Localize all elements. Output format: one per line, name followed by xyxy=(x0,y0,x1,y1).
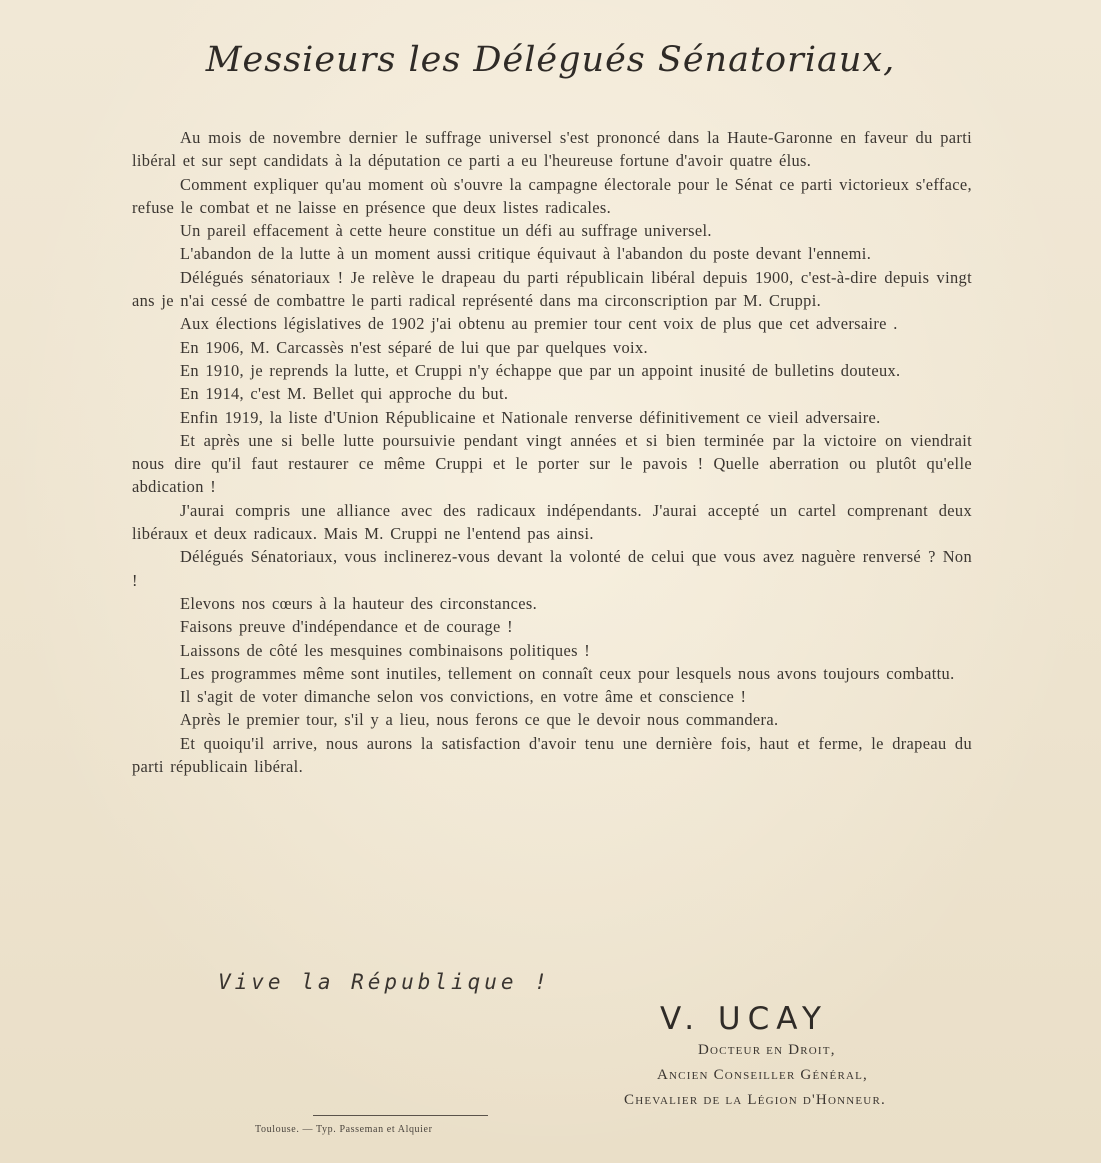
paragraph: En 1906, M. Carcassès n'est séparé de lui que par quelques voix. xyxy=(180,337,648,357)
paragraph: Elevons nos cœurs à la hauteur des circonstances. xyxy=(180,593,538,613)
signature-name: V. UCAY xyxy=(660,1001,828,1037)
document-title: Messieurs les Délégués Sénatoriaux, xyxy=(205,40,896,80)
paragraph: Délégués Sénatoriaux, vous inclinerez-vous devant la volonté de celui que vous avez naguère renversé ? Non ! xyxy=(132,547,972,590)
paragraph: Et quoiqu'il arrive, nous aurons la satisfaction d'avoir tenu une dernière fois, haut et ferme, le drapeau du parti républicain libéral. xyxy=(132,733,972,777)
paragraph: Et après une si belle lutte poursuivie pendant vingt années et si bien terminée par la victoire on viendrait nous dire qu'il faut restaurer ce même Cruppi et le porter sur le pavois ! Quelle aberration ou plutôt qu'elle abdication ! xyxy=(132,430,972,497)
paragraph: En 1914, c'est M. Bellet qui approche du but. xyxy=(180,384,509,404)
divider xyxy=(313,1115,488,1116)
paragraph: Faisons preuve d'indépendance et de courage ! xyxy=(180,617,513,637)
paragraph: Il s'agit de voter dimanche selon vos convictions, en votre âme et conscience ! xyxy=(180,687,747,707)
body-text xyxy=(132,126,972,778)
printer-imprint: Toulouse. — Typ. Passeman et Alquier xyxy=(255,1124,433,1135)
paragraph: Délégués sénatoriaux ! Je relève le drapeau du parti républicain libéral depuis 1900, c'est-à-dire depuis vingt ans je n'ai cessé de combattre le parti radical représenté dans ma circonscription par M. Cruppi. xyxy=(132,267,972,311)
signature-title: Ancien Conseiller Général, xyxy=(657,1067,868,1083)
paragraph: Au mois de novembre dernier le suffrage universel s'est prononcé dans la Haute-Garonne en faveur du parti libéral et sur sept candidats à la députation ce parti a eu l'heureuse fortune d'avoir quatre élus. xyxy=(132,128,972,171)
closing-slogan: Vive la République ! xyxy=(218,970,551,994)
paragraph: Après le premier tour, s'il y a lieu, nous ferons ce que le devoir nous commandera. xyxy=(180,710,779,730)
paragraph: Les programmes même sont inutiles, tellement on connaît ceux pour lesquels nous avons toujours combattu. xyxy=(180,663,955,683)
paragraph: Aux élections législatives de 1902 j'ai obtenu au premier tour cent voix de plus que cet adversaire . xyxy=(180,314,898,334)
paragraph: L'abandon de la lutte à un moment aussi critique équivaut à l'abandon du poste devant l'ennemi. xyxy=(180,244,872,264)
paragraph: Enfin 1919, la liste d'Union Républicaine et Nationale renverse définitivement ce vieil adversaire. xyxy=(180,407,881,427)
signature-title: Chevalier de la Légion d'Honneur. xyxy=(624,1092,886,1108)
paragraph: En 1910, je reprends la lutte, et Cruppi n'y échappe que par un appoint inusité de bulletins douteux. xyxy=(180,360,901,380)
paragraph: Un pareil effacement à cette heure constitue un défi au suffrage universel. xyxy=(180,221,712,241)
signature-title: Docteur en Droit, xyxy=(698,1042,836,1058)
paragraph: Comment expliquer qu'au moment où s'ouvre la campagne électorale pour le Sénat ce parti victorieux s'efface, refuse le combat et ne laisse en présence que deux listes radicales. xyxy=(132,174,972,217)
paragraph: Laissons de côté les mesquines combinaisons politiques ! xyxy=(180,640,591,660)
paragraph: J'aurai compris une alliance avec des radicaux indépendants. J'aurai accepté un cartel comprenant deux libéraux et deux radicaux. Mais M. Cruppi ne l'entend pas ainsi. xyxy=(132,500,972,544)
